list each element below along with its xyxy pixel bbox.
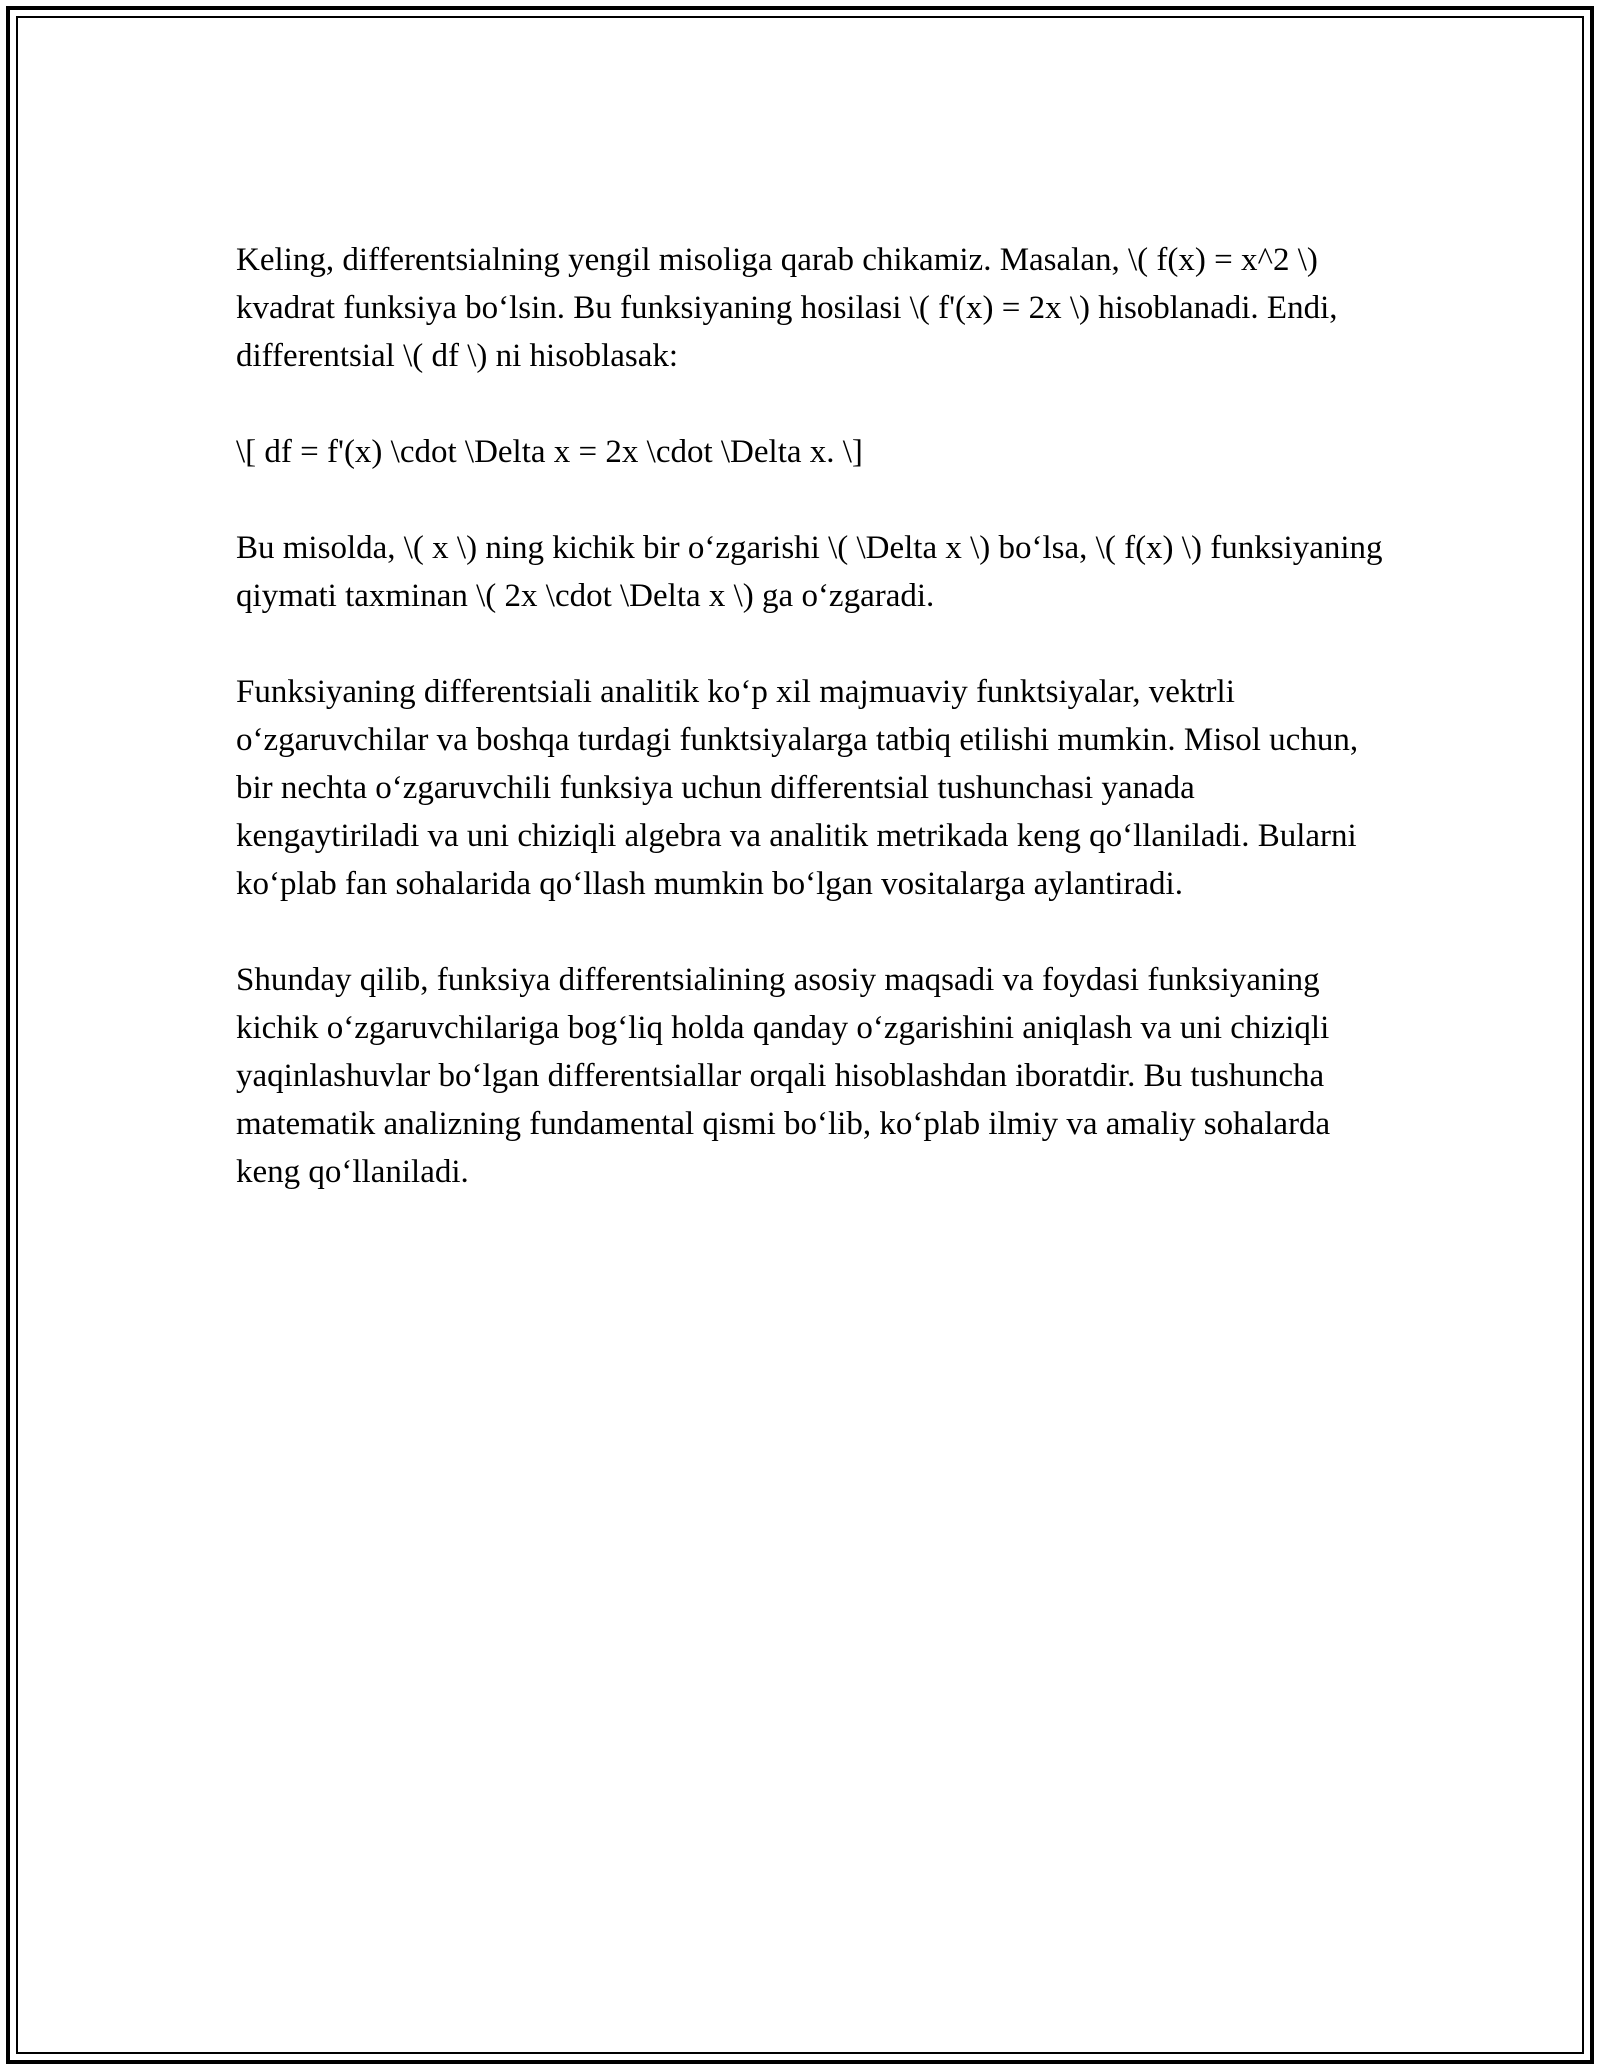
paragraph-example-explanation: Bu misolda, \( x \) ning kichik bir o‘zgarishi \( \Delta x \) bo‘lsa, \( f(x) \) funksiyaning qiymati taxminan \( 2x \cdot \Delta x \) ga o‘zgaradi.: [236, 530, 1383, 614]
paragraph-formula: \[ df = f'(x) \cdot \Delta x = 2x \cdot \Delta x. \]: [236, 434, 863, 470]
paragraph-conclusion: Shunday qilib, funksiya differentsialining asosiy maqsadi va foydasi funksiyaning kichik o‘zgaruvchilariga bog‘liq holda qanday o‘zgarishini aniqlash va uni chiziqli yaqinlashuvlar bo‘lgan differentsiallar orqali hisoblashdan iboratdir. Bu tushuncha matematik analizning fundamental qismi bo‘lib, ko‘plab ilmiy va amaliy sohalarda keng qo‘llaniladi.: [236, 962, 1331, 1190]
document-body: [236, 236, 1386, 1244]
paragraph-example-intro: Keling, differentsialning yengil misoliga qarab chikamiz. Masalan, \( f(x) = x^2 \) kvadrat funksiya bo‘lsin. Bu funksiyaning hosilasi \( f'(x) = 2x \) hisoblanadi. Endi, differentsial \( df \) ni hisoblasak:: [236, 242, 1338, 374]
paragraph-applications: Funksiyaning differentsiali analitik ko‘p xil majmuaviy funktsiyalar, vektrli o‘zgaruvchilar va boshqa turdagi funktsiyalarga tatbiq etilishi mumkin. Misol uchun, bir nechta o‘zgaruvchili funksiya uchun differentsial tushunchasi yanada kengaytiriladi va uni chiziqli algebra va analitik metrikada keng qo‘llaniladi. Bularni ko‘plab fan sohalarida qo‘llash mumkin bo‘lgan vositalarga aylantiradi.: [236, 674, 1359, 902]
